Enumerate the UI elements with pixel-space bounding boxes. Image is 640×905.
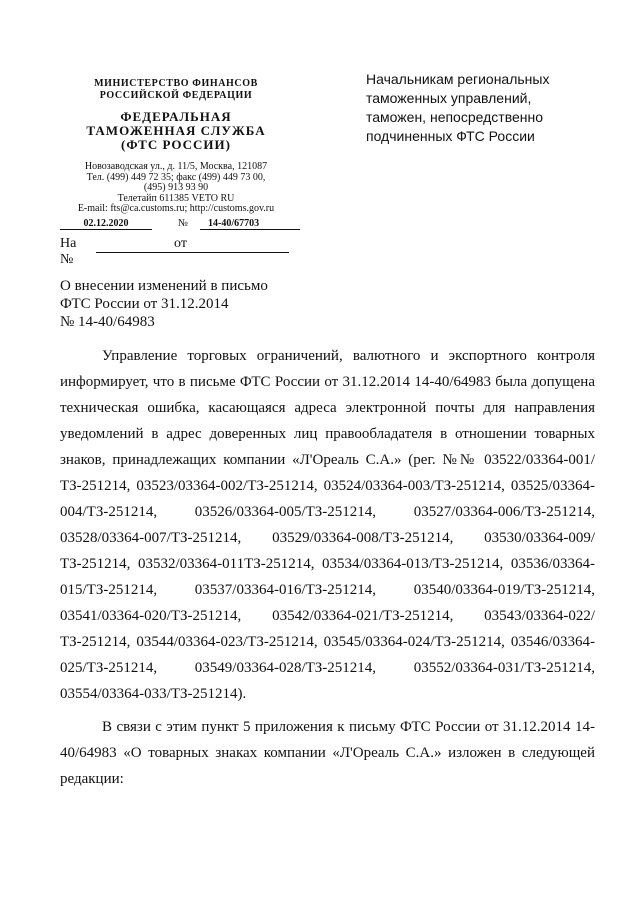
registration-number: 14-40/67703 [200,218,300,230]
subject-line-3: № 14-40/64983 [60,314,155,330]
subject-block [60,277,320,331]
subject-line-2: ФТС России от 31.12.2014 [60,296,229,312]
address-line: Новозаводская ул., д. 11/5, Москва, 121087 [84,161,268,172]
addressee-line-1: Начальникам региональных [366,71,550,87]
service-name [60,110,292,152]
phone-line-2: (495) 913 93 90 [143,182,209,193]
teletype-line: Телетайп 611385 VETO RU [117,192,235,204]
letterhead [60,78,292,215]
reference-from-label: от [174,236,187,251]
phone-line-1: Тел. (499) 449 72 35; факс (499) 449 73 00, [86,171,266,183]
contact-block [60,162,292,215]
letter-body [60,343,595,799]
addressee-block [366,70,596,146]
body-paragraph-2: В связи с этим пункт 5 приложения к письму ФТС России от 31.12.2014 14-40/64983 «О товарных знаках компании «Л'Ореаль С.А.» изложен в следующей редакции: [60,719,595,787]
subject-line-1: О внесении изменений в письмо [60,278,268,294]
ministry-line-2: РОССИЙСКОЙ ФЕДЕРАЦИИ [99,90,253,101]
reference-label: На № [60,236,77,267]
email-line: E-mail: fts@ca.customs.ru; http://customs.gov.ru [77,203,275,214]
reference-number-blank [96,252,202,253]
reference-date-blank [196,252,289,253]
service-line-1: ФЕДЕРАЛЬНАЯ [120,109,232,124]
ministry-name [60,78,292,102]
service-line-3: (ФТС РОССИИ) [121,137,231,152]
registration-date: 02.12.2020 [60,218,152,230]
body-paragraph-1: Управление торговых ограничений, валютного и экспортного контроля информирует, что в письме ФТС России от 31.12.2014 14-40/64983 была допущена техническая ошибка, касающаяся адреса электронной почты для направления уведомлений в адрес доверенных лиц правообладателя в отношении товарных знаков, принадлежащих компании «Л'Ореаль С.А.» (рег. №№ 03522/03364-001/ТЗ-251214, 03523/03364-002/ТЗ-251214, 03524/03364-003/ТЗ-251214, 03525/03364-004/ТЗ-251214, 03526/03364-005/ТЗ-251214, 03527/03364-006/ТЗ-251214, 03528/03364-007/ТЗ-251214, 03529/03364-008/ТЗ-251214, 03530/03364-009/ТЗ-251214, 03532/03364-011ТЗ-251214, 03534/03364-013/ТЗ-251214, 03536/03364-015/ТЗ-251214, 03537/03364-016/ТЗ-251214, 03540/03364-019/ТЗ-251214, 03541/03364-020/ТЗ-251214, 03542/03364-021/ТЗ-251214, 03543/03364-022/ТЗ-251214, 03544/03364-023/ТЗ-251214, 03545/03364-024/ТЗ-251214, 03546/03364-025/ТЗ-251214, 03549/03364-028/ТЗ-251214, 03552/03364-031/ТЗ-251214, 03554/03364-033/ТЗ-251214). [60,348,595,702]
number-sign: № [178,218,189,229]
ministry-line-1: МИНИСТЕРСТВО ФИНАНСОВ [94,78,258,89]
addressee-line-4: подчиненных ФТС России [366,128,535,144]
addressee-line-2: таможенных управлений, [366,90,532,106]
addressee-line-3: таможен, непосредственно [366,109,544,125]
service-line-2: ТАМОЖЕННАЯ СЛУЖБА [86,123,266,138]
